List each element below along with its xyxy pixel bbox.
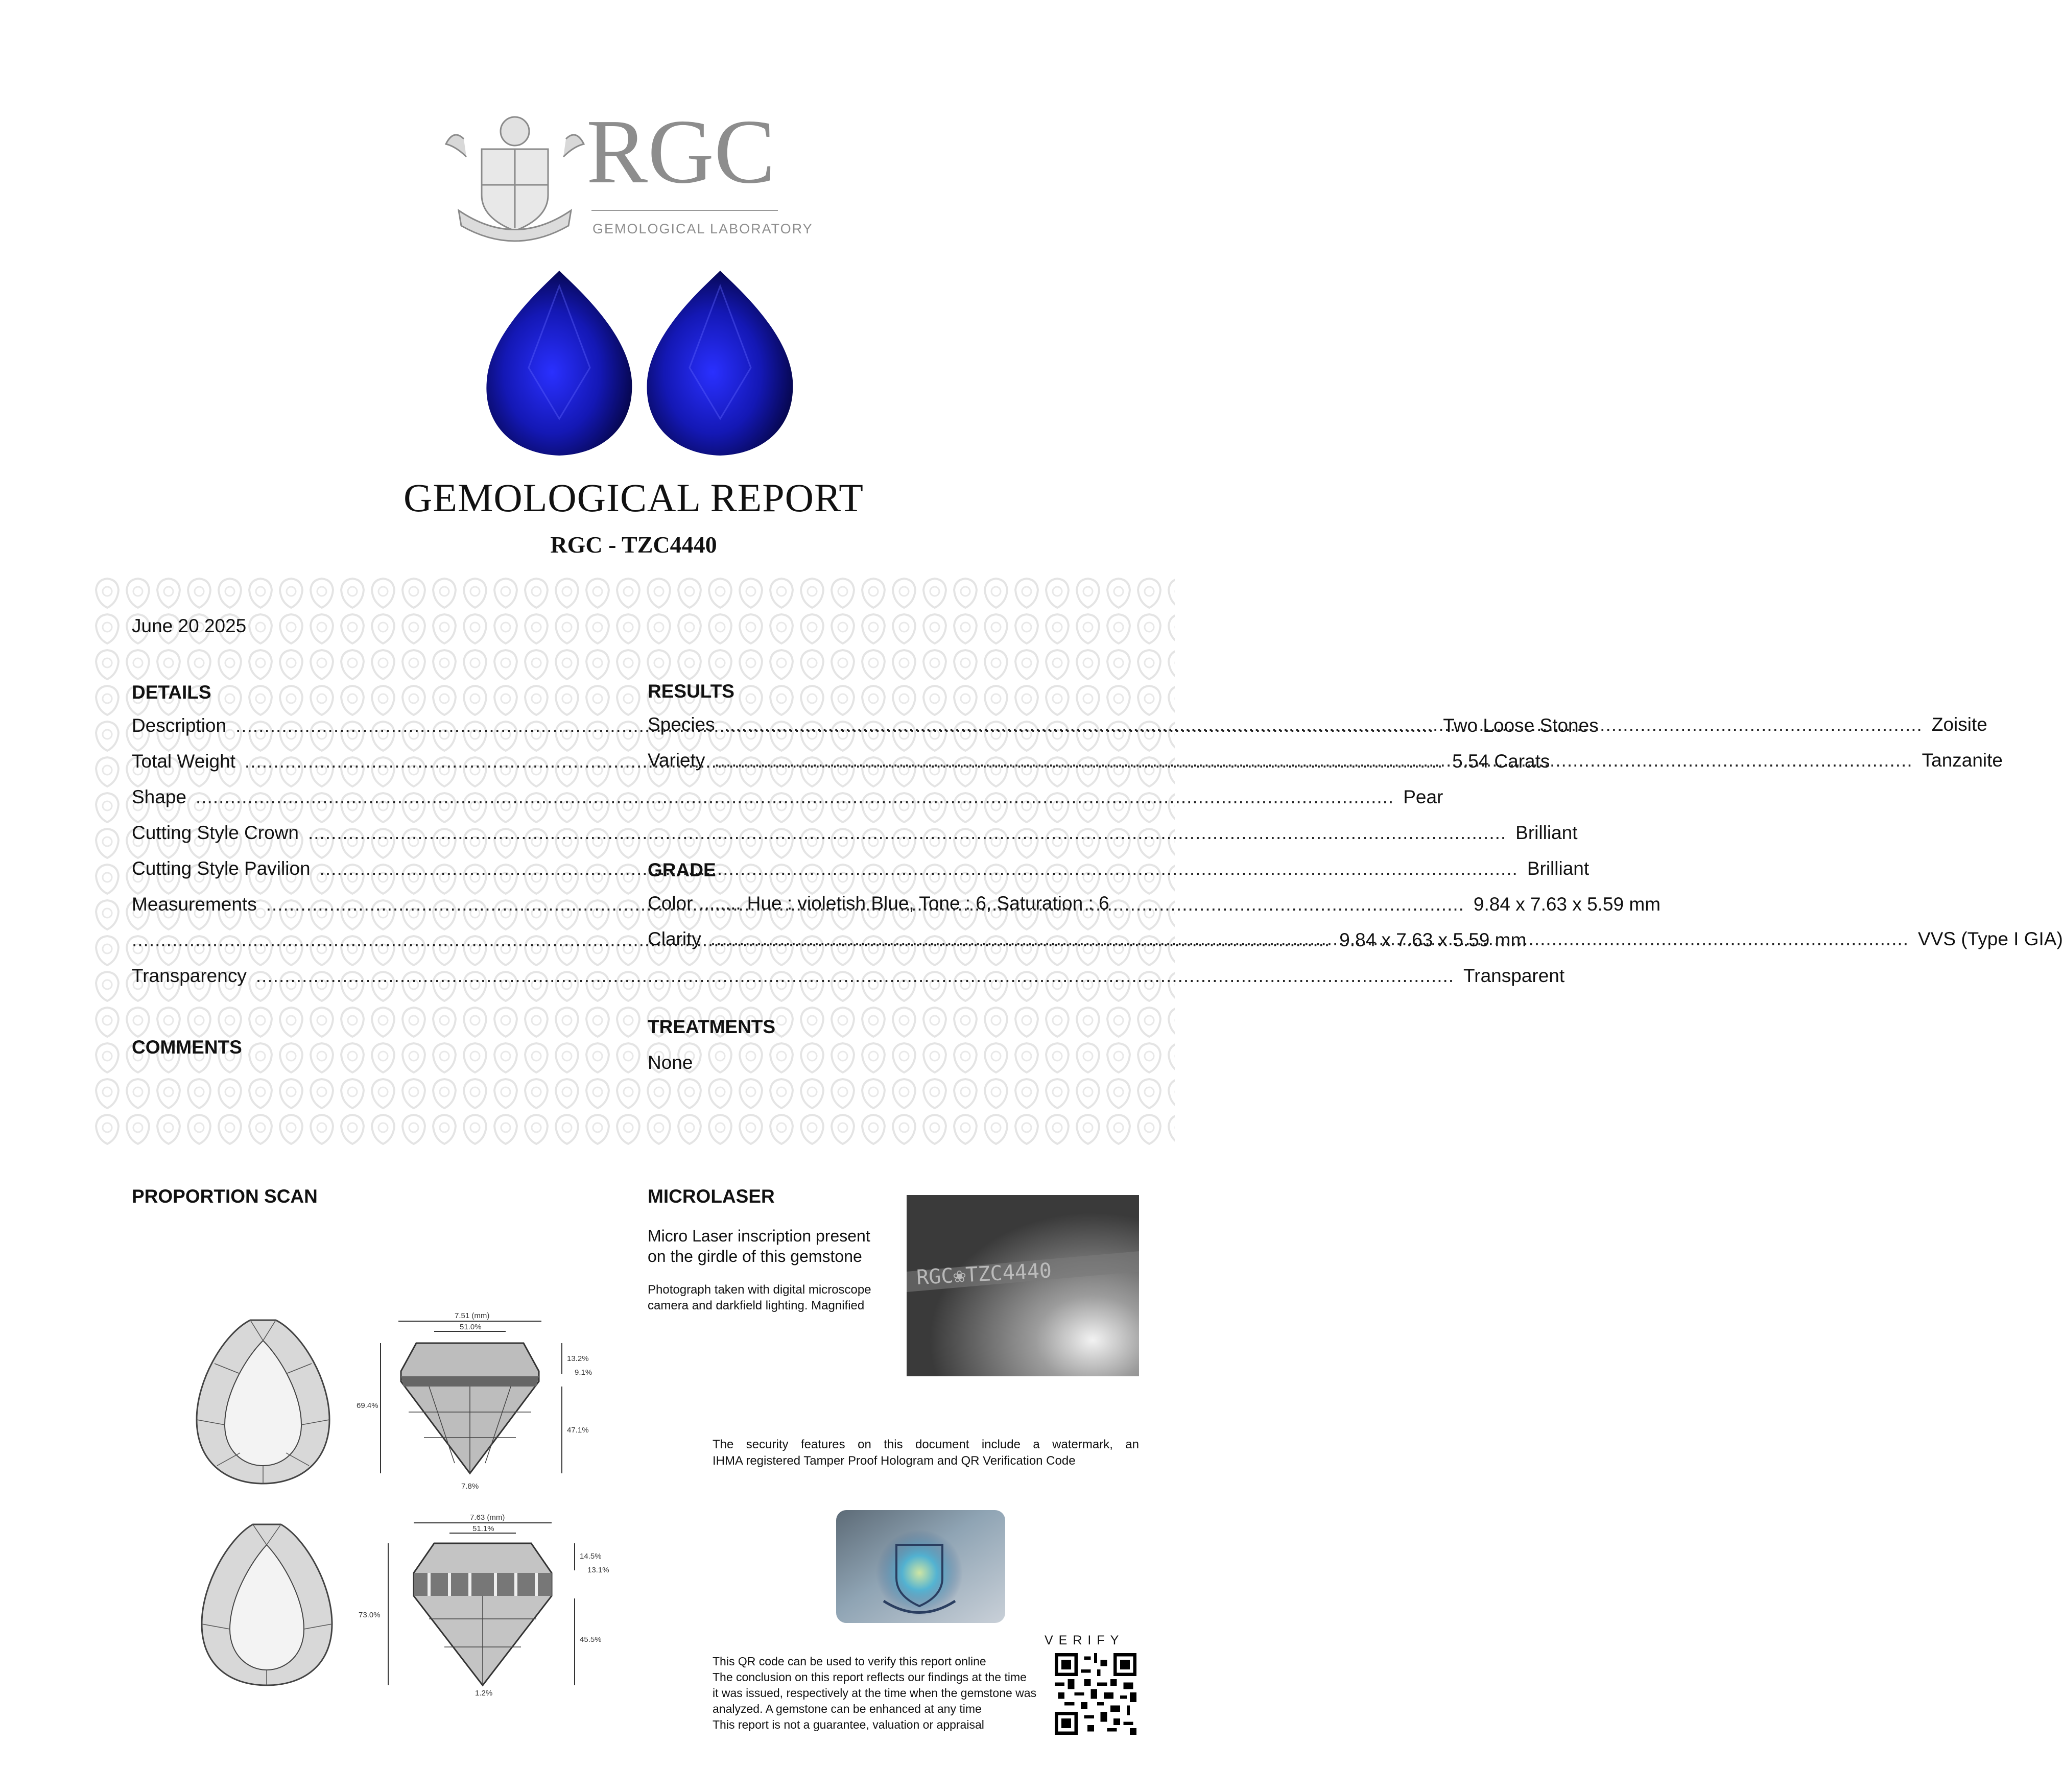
stone1-table-label: 51.0% — [460, 1323, 482, 1331]
detail-value: 9.84 x 7.63 x 5.59 mm — [1339, 929, 1527, 950]
detail-label: Shape — [132, 786, 186, 807]
stone2-top-view-diagram — [199, 1522, 335, 1688]
result-value: Zoisite — [1931, 714, 1987, 735]
stone1-width-label: 7.51 (mm) — [455, 1311, 490, 1320]
stone2-pavilion-label: 45.5% — [580, 1635, 602, 1644]
stone1-culet-label: 7.8% — [461, 1482, 479, 1491]
detail-value: Two Loose Stones — [1443, 715, 1599, 736]
report-title: GEMOLOGICAL REPORT — [404, 475, 864, 520]
comments-heading: COMMENTS — [132, 1037, 242, 1058]
detail-label: Transparency — [132, 965, 247, 986]
detail-label: Cutting Style Crown — [132, 822, 299, 843]
verify-line: it was issued, respectively at the time when the gemstone was — [713, 1686, 1037, 1700]
detail-value: Pear — [1403, 786, 1443, 807]
proportion-heading: PROPORTION SCAN — [132, 1186, 318, 1207]
details-heading: DETAILS — [132, 682, 211, 703]
logo-wordmark: RGC — [586, 101, 776, 202]
stone2-crown-label: 14.5% — [580, 1552, 602, 1561]
verification-qr-code[interactable] — [1055, 1653, 1136, 1735]
hologram-sticker — [835, 1509, 1006, 1624]
detail-row — [132, 822, 1578, 858]
left-pear-stone — [486, 271, 632, 456]
detail-value: Brilliant — [1527, 858, 1590, 879]
verify-line: The conclusion on this report reflects our findings at the time — [713, 1670, 1027, 1684]
verify-text — [713, 1654, 1039, 1733]
grade-color-row: Color ........ Hue : violetish Blue, Tone : 6, Saturation : 6 — [648, 893, 1109, 914]
gemstone-photo — [483, 266, 799, 460]
microlaser-note-line: camera and darkfield lighting. Magnified — [648, 1299, 865, 1312]
crest-icon — [446, 117, 584, 241]
detail-value: Brilliant — [1515, 822, 1578, 843]
stone2-girdle-label: 13.1% — [587, 1566, 609, 1574]
grade-heading: GRADE — [648, 859, 716, 880]
rgc-logo — [443, 101, 813, 244]
report-date: June 20 2025 — [132, 615, 247, 636]
detail-label: Total Weight — [132, 751, 235, 772]
grade-clarity-value: VVS (Type I GIA) — [1918, 928, 2063, 949]
microlaser-note-line: Photograph taken with digital microscope — [648, 1283, 871, 1297]
detail-label: Cutting Style Pavilion — [132, 858, 311, 879]
detail-value: Transparent — [1463, 965, 1565, 986]
verify-label: VERIFY — [1045, 1633, 1125, 1647]
report-number: RGC - TZC4440 — [550, 532, 717, 558]
stone2-culet-label: 1.2% — [475, 1689, 493, 1698]
detail-label: Description — [132, 715, 227, 736]
treatments-heading: TREATMENTS — [648, 1016, 776, 1037]
right-pear-stone — [647, 271, 793, 456]
microlaser-description — [648, 1226, 870, 1267]
stone1-profile-diagram — [357, 1310, 633, 1494]
stone2-depth-label: 73.0% — [359, 1611, 381, 1619]
stone1-top-view-diagram — [194, 1318, 332, 1486]
detail-row — [132, 965, 1565, 1001]
detail-value: 9.84 x 7.63 x 5.59 mm — [1473, 894, 1661, 915]
treatments-value: None — [648, 1052, 693, 1073]
stone1-crown-label: 13.2% — [567, 1354, 589, 1363]
security-notice — [713, 1437, 1139, 1469]
microlaser-note — [648, 1282, 871, 1313]
microlaser-line: on the girdle of this gemstone — [648, 1247, 862, 1265]
microlaser-inscription: RGC❀TZC4440 — [916, 1259, 1053, 1289]
grade-clarity-label: Clarity — [648, 928, 701, 949]
security-line: The security features on this document include a watermark, an — [713, 1438, 1139, 1451]
verify-line: This report is not a guarantee, valuation or appraisal — [713, 1718, 984, 1731]
result-value: Tanzanite — [1922, 750, 2003, 771]
verify-line: analyzed. A gemstone can be enhanced at any time — [713, 1702, 982, 1715]
security-line: IHMA registered Tamper Proof Hologram and QR Verification Code — [713, 1454, 1076, 1468]
grade-color-label: Color — [648, 893, 693, 914]
stone1-depth-label: 69.4% — [357, 1401, 378, 1410]
detail-label: Measurements — [132, 894, 257, 915]
logo-subtext: GEMOLOGICAL LABORATORY — [592, 221, 813, 236]
detail-row — [132, 786, 1443, 822]
result-label: Variety — [648, 750, 705, 771]
result-label: Species — [648, 714, 715, 735]
results-heading: RESULTS — [648, 681, 734, 702]
microlaser-photo — [907, 1195, 1139, 1376]
detail-value: 5.54 Carats — [1452, 751, 1550, 772]
grade-color-value: Hue : violetish Blue, Tone : 6, Saturation : 6 — [747, 893, 1109, 914]
stone2-width-label: 7.63 (mm) — [470, 1513, 505, 1522]
stone1-pavilion-label: 47.1% — [567, 1426, 589, 1435]
microlaser-heading: MICROLASER — [648, 1186, 775, 1207]
stone2-table-label: 51.1% — [472, 1524, 494, 1533]
microlaser-line: Micro Laser inscription present — [648, 1227, 870, 1245]
verify-line: This QR code can be used to verify this report online — [713, 1655, 986, 1668]
stone2-profile-diagram — [359, 1512, 633, 1701]
stone1-girdle-label: 9.1% — [575, 1368, 592, 1377]
